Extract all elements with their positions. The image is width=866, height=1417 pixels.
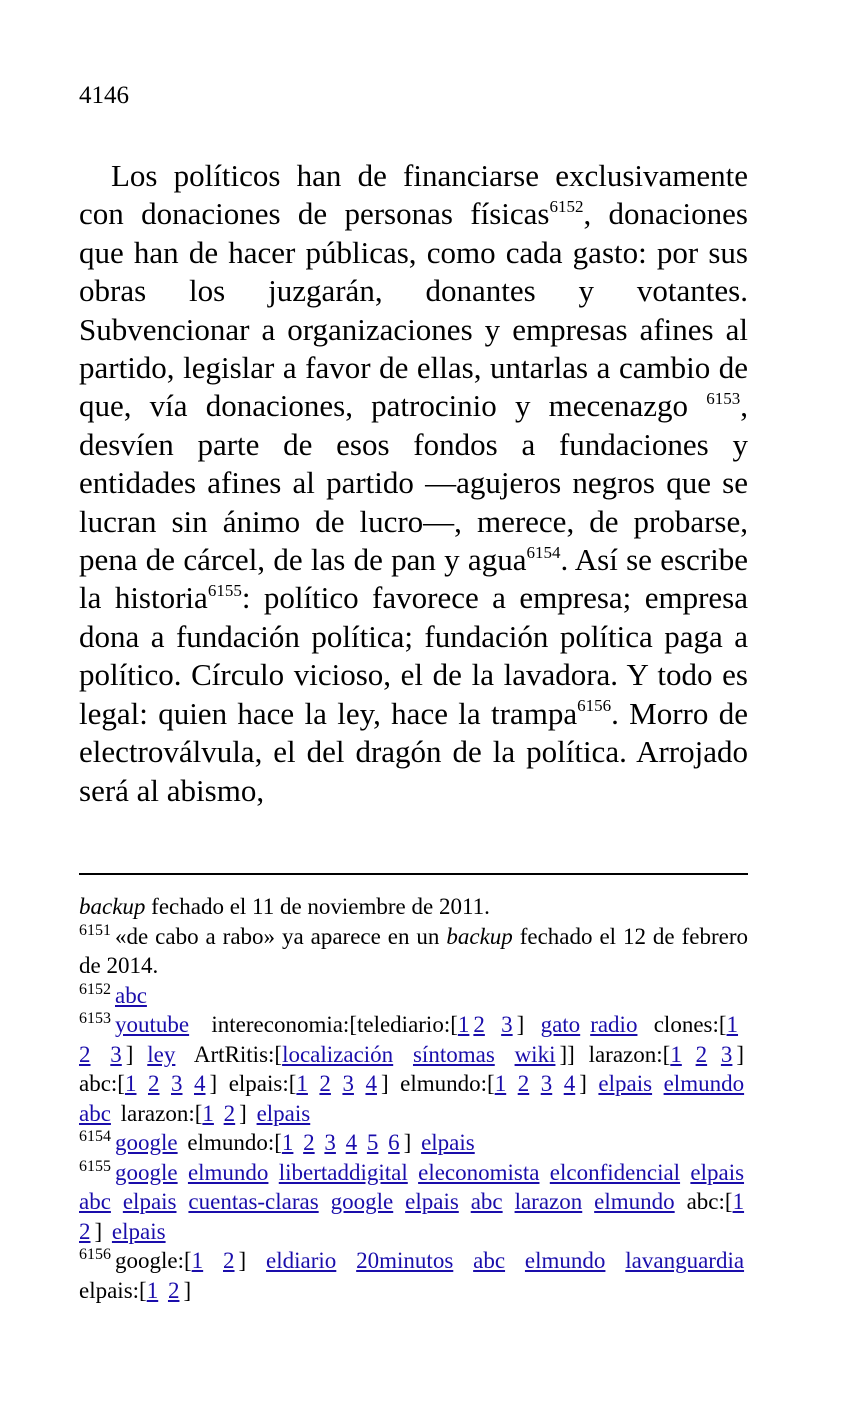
link-num[interactable]: 1 <box>494 1071 507 1096</box>
link-libertaddigital[interactable]: libertaddigital <box>278 1159 408 1185</box>
label-google: google:[ <box>115 1248 192 1273</box>
link-google[interactable]: google <box>115 1130 178 1155</box>
link-elmundo[interactable]: elmundo <box>594 1189 675 1214</box>
link-abc[interactable]: abc <box>473 1248 506 1273</box>
link-num[interactable]: 2 <box>79 1218 91 1244</box>
link-elpais[interactable]: elpais <box>421 1130 475 1155</box>
bracket: ] <box>736 1041 745 1067</box>
label-larazon: larazon:[ <box>588 1041 671 1067</box>
footnote-6155 <box>79 1158 748 1247</box>
bracket: ] <box>183 1277 192 1303</box>
footnote-ref: 6152 <box>549 197 584 217</box>
footnote-number: 6151 <box>79 921 111 939</box>
link-num[interactable]: 1 <box>670 1041 682 1067</box>
link-google[interactable]: google <box>330 1189 394 1214</box>
bracket: ]] <box>559 1041 575 1067</box>
link-num[interactable]: 1 <box>146 1277 159 1303</box>
link-elpais[interactable]: elpais <box>405 1189 459 1214</box>
link-num[interactable]: 1 <box>281 1130 294 1155</box>
footnote-ref: 6155 <box>207 581 242 601</box>
footnote-number: 6154 <box>79 1128 111 1146</box>
link-num[interactable]: 3 <box>501 1012 513 1037</box>
footnote-6151 <box>79 922 748 981</box>
footnote-6153 <box>79 1010 748 1128</box>
link-num[interactable]: 1 <box>124 1071 137 1096</box>
link-num[interactable]: 2 <box>147 1071 160 1096</box>
footnote-text: fechado el 11 de noviembre de 2011. <box>145 894 490 919</box>
link-abc[interactable]: abc <box>115 982 147 1008</box>
link-num[interactable]: 2 <box>79 1041 91 1067</box>
footnote-separator <box>79 873 748 875</box>
link-num[interactable]: 3 <box>540 1071 553 1096</box>
bracket: ] <box>516 1012 525 1037</box>
text-segment: , desvíen parte de esos fondos a fundaciones y entidades afines al partido —agujeros negros que se lucran sin ánimo de lucro—, merece, de probarse, pena de cárcel, de las de pan y agua <box>79 388 748 578</box>
link-num[interactable]: 2 <box>319 1071 331 1096</box>
link-abc[interactable]: abc <box>79 1189 111 1214</box>
text-segment: . Morro de electroválvula, el del dragón de la política. Arrojado será al abismo, <box>79 695 748 808</box>
link-cuentas-claras[interactable]: cuentas-claras <box>188 1189 319 1214</box>
footnotes <box>79 892 748 1305</box>
text-segment: , donaciones que han de hacer públicas, como cada gasto: por sus obras los juzgarán, donantes y votantes. Subvencionar a organizaciones y empresas afines al partido, legislar a favor de ellas, untarlas a cambio de que, vía donaciones, patrocinio y mecenazgo <box>79 196 748 424</box>
text-segment: Los políticos han de financiarse exclusivamente con donaciones de personas físicas <box>79 158 748 232</box>
page-number: 4146 <box>79 82 129 109</box>
body-paragraph <box>79 157 748 810</box>
link-num[interactable]: 3 <box>342 1071 354 1096</box>
footnote-ref: 6153 <box>706 389 741 409</box>
link-num[interactable]: 5 <box>366 1130 379 1155</box>
link-num[interactable]: 2 <box>303 1130 315 1155</box>
bracket: ] <box>579 1071 587 1096</box>
link-num[interactable]: 1 <box>732 1189 745 1214</box>
link-wiki[interactable]: wiki <box>514 1041 556 1067</box>
footnote-text: «de cabo a rabo» ya aparece en un <box>115 923 447 949</box>
label-larazon: larazon:[ <box>120 1100 203 1126</box>
link-num[interactable]: 2 <box>695 1041 708 1067</box>
link-gato[interactable]: gato <box>540 1012 581 1037</box>
link-num[interactable]: 4 <box>365 1071 377 1096</box>
link-elpais[interactable]: elpais <box>111 1218 166 1244</box>
link-num[interactable]: 1 <box>296 1071 308 1096</box>
link-num[interactable]: 2 <box>223 1248 235 1273</box>
link-elconfidencial[interactable]: elconfidencial <box>549 1159 681 1185</box>
link-num[interactable]: 4 <box>345 1130 358 1155</box>
link-num[interactable]: 2 <box>473 1012 485 1037</box>
link-num[interactable]: 1 <box>202 1100 214 1126</box>
label-elmundo: elmundo:[ <box>400 1071 495 1096</box>
footnote-number: 6152 <box>79 980 111 998</box>
footnote-ref: 6156 <box>577 696 612 716</box>
label-artritis: ArtRitis:[ <box>193 1041 283 1067</box>
link-num[interactable]: 2 <box>223 1100 236 1126</box>
text-segment: : político favorece a empresa; empresa dona a fundación política; fundación política paga a político. Círculo vicioso, el de la lavadora. Y todo es legal: quien hace la ley, hace la trampa <box>79 580 748 731</box>
link-num[interactable]: 4 <box>563 1071 576 1096</box>
link-num[interactable]: 3 <box>324 1130 336 1155</box>
footnote-ref: 6154 <box>526 542 561 562</box>
label-elpais: elpais:[ <box>79 1277 147 1303</box>
link-youtube[interactable]: youtube <box>115 1012 190 1037</box>
link-lavanguardia[interactable]: lavanguardia <box>625 1248 745 1273</box>
link-sintomas[interactable]: síntomas <box>412 1041 495 1067</box>
body-text <box>79 157 748 810</box>
link-num[interactable]: 3 <box>171 1071 183 1096</box>
link-num[interactable]: 6 <box>388 1130 400 1155</box>
footnote-number: 6155 <box>79 1157 111 1175</box>
link-num[interactable]: 3 <box>720 1041 733 1067</box>
label-intereconomia: intereconomia:[telediario:[ <box>211 1012 458 1037</box>
link-num[interactable]: 1 <box>191 1248 204 1273</box>
bracket: ] <box>238 1248 247 1273</box>
link-elmundo[interactable]: elmundo <box>663 1071 745 1096</box>
link-elmundo[interactable]: elmundo <box>524 1248 606 1273</box>
link-eleconomista[interactable]: eleconomista <box>418 1159 540 1185</box>
footnote-number: 6153 <box>79 1010 111 1028</box>
link-num[interactable]: 4 <box>194 1071 206 1096</box>
label-elmundo: elmundo:[ <box>187 1130 282 1155</box>
link-radio[interactable]: radio <box>590 1012 638 1037</box>
label-abc: abc:[ <box>79 1071 125 1096</box>
link-elmundo[interactable]: elmundo <box>187 1159 269 1185</box>
footnote-text: fechado el 12 de febrero de 2014. <box>79 923 748 978</box>
link-eldiario[interactable]: eldiario <box>266 1248 337 1273</box>
footnote-continuation <box>79 892 748 922</box>
text-segment: . Así se escribe la historia <box>79 542 748 616</box>
link-num[interactable]: 1 <box>726 1012 739 1037</box>
label-elpais: elpais:[ <box>228 1071 297 1096</box>
bracket: ] <box>239 1100 247 1126</box>
link-abc[interactable]: abc <box>470 1189 503 1214</box>
link-elpais[interactable]: elpais <box>256 1100 311 1126</box>
link-elpais[interactable]: elpais <box>598 1071 653 1096</box>
footnote-6152 <box>79 981 748 1011</box>
link-ley[interactable]: ley <box>147 1041 176 1067</box>
link-20minutos[interactable]: 20minutos <box>356 1248 454 1273</box>
bracket: ] <box>403 1130 412 1155</box>
footnote-number: 6156 <box>79 1246 111 1264</box>
link-num[interactable]: 2 <box>167 1277 180 1303</box>
bracket: ] <box>380 1071 389 1096</box>
footnote-6154 <box>79 1128 748 1158</box>
footnote-6156 <box>79 1246 748 1305</box>
bracket: ] <box>209 1071 218 1096</box>
link-elpais[interactable]: elpais <box>690 1159 745 1185</box>
label-abc: abc:[ <box>686 1189 733 1214</box>
bracket: ] <box>94 1218 103 1244</box>
italic-text: backup <box>446 923 513 949</box>
link-num[interactable]: 1 <box>457 1012 470 1037</box>
link-google[interactable]: google <box>115 1159 178 1185</box>
link-num[interactable]: 3 <box>110 1041 122 1067</box>
link-localizacion[interactable]: localización <box>282 1041 394 1067</box>
label-clones: clones:[ <box>653 1012 727 1037</box>
link-larazon[interactable]: larazon <box>514 1189 583 1214</box>
link-abc[interactable]: abc <box>79 1100 111 1126</box>
italic-text: backup <box>79 894 146 919</box>
link-elpais[interactable]: elpais <box>122 1189 177 1214</box>
link-num[interactable]: 2 <box>517 1071 530 1096</box>
bracket: ] <box>125 1041 134 1067</box>
